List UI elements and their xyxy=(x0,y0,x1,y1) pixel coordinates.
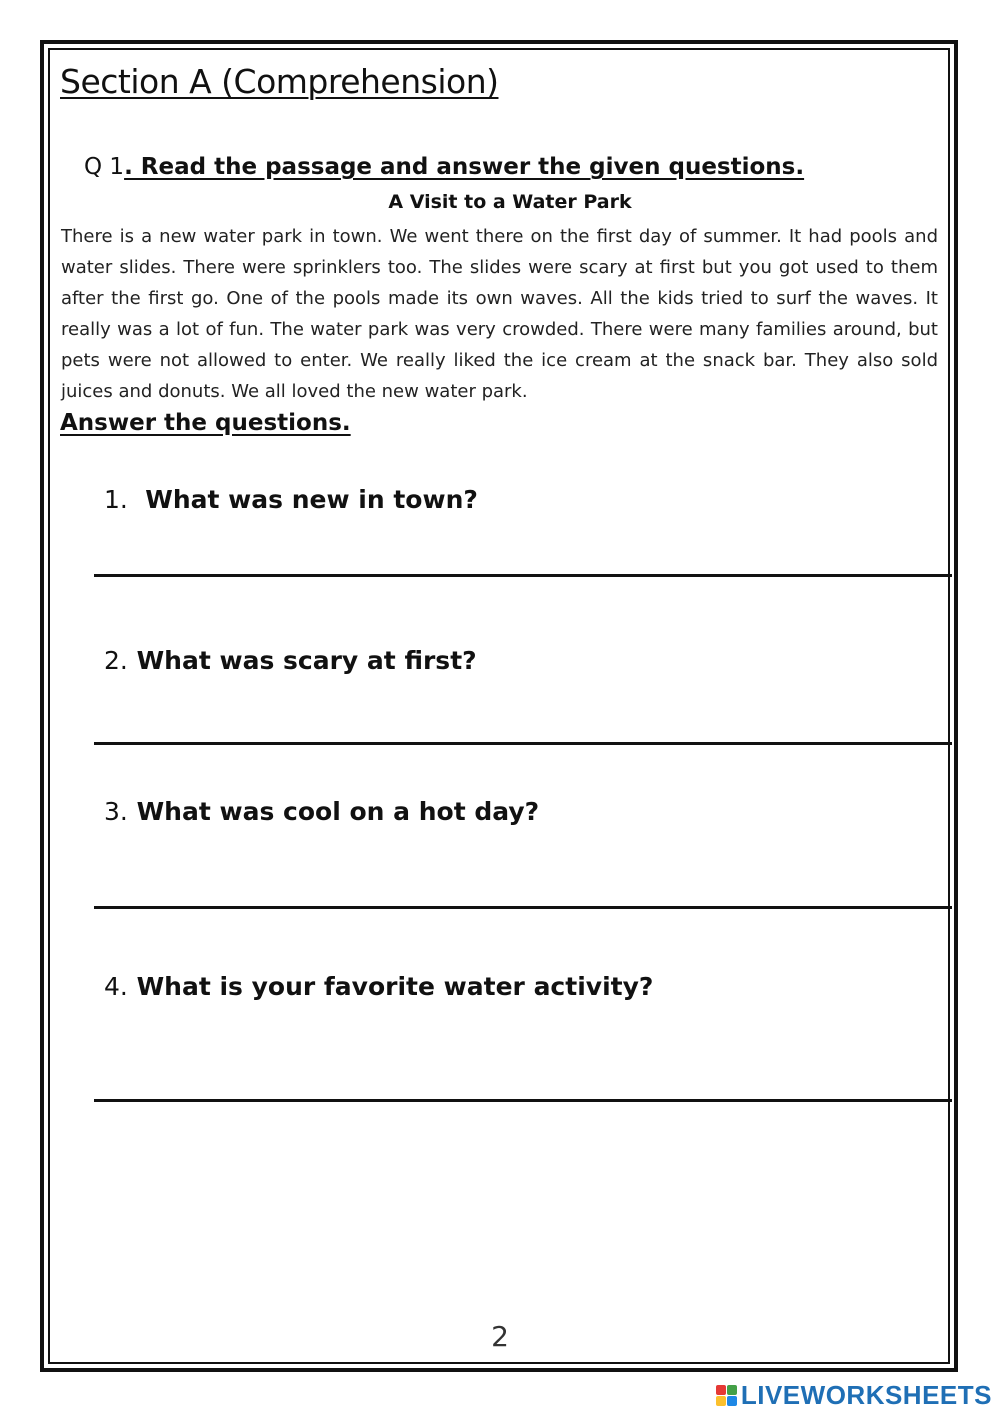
passage-text: There is a new water park in town. We went there on the first day of summer. It had pools and water slides. There were sprinklers too. The slides were scary at first but you got used to them after the first go. One of the pools made its own waves. All the kids tried to surf the waves. It really was a lot of fun. The water park was very crowded. There were many families around, but pets were not allowed to enter. We really liked the ice cream at the snack bar. They also sold juices and donuts. We all loved the new water park. xyxy=(61,226,938,402)
question-item xyxy=(104,972,653,1001)
answer-line-1[interactable] xyxy=(94,574,952,577)
question-text: What was new in town? xyxy=(145,485,478,514)
question-1-instruction: . Read the passage and answer the given questions. xyxy=(124,154,805,180)
question-item xyxy=(104,646,477,675)
liveworksheets-watermark xyxy=(716,1380,992,1411)
question-text: What is your favorite water activity? xyxy=(136,972,654,1001)
question-number: 3. xyxy=(104,797,128,826)
question-item xyxy=(104,797,539,826)
question-text: What was scary at first? xyxy=(136,646,477,675)
answer-line-4[interactable] xyxy=(94,1099,952,1102)
question-number: 2. xyxy=(104,646,128,675)
answer-heading: Answer the questions. xyxy=(60,410,351,436)
question-1-heading xyxy=(84,154,804,180)
question-1-number: Q 1 xyxy=(84,154,125,180)
passage-title: A Visit to a Water Park xyxy=(388,191,632,213)
watermark-text: LIVEWORKSHEETS xyxy=(740,1380,992,1410)
question-text: What was cool on a hot day? xyxy=(136,797,540,826)
answer-line-3[interactable] xyxy=(94,906,952,909)
question-item xyxy=(104,485,478,514)
question-number: 4. xyxy=(104,972,128,1001)
liveworksheets-logo-icon xyxy=(716,1385,737,1406)
answer-line-2[interactable] xyxy=(94,742,952,745)
page-number: 2 xyxy=(491,1320,509,1353)
question-number: 1. xyxy=(104,485,128,514)
section-title: Section A (Comprehension) xyxy=(60,62,499,101)
